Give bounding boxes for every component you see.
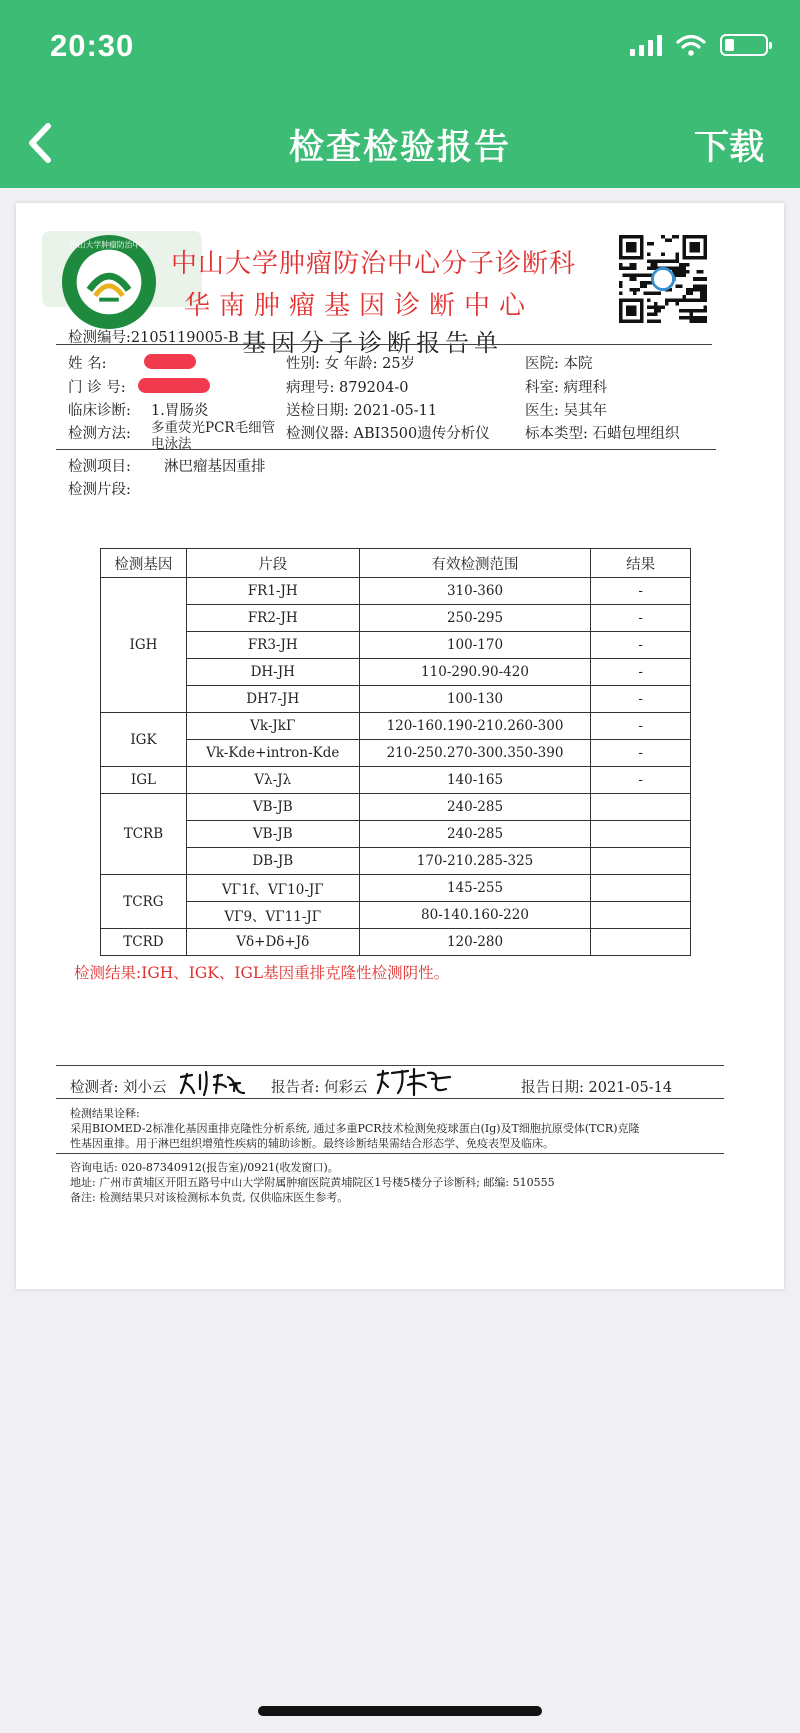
hospital: 医院: 本院 (525, 356, 593, 372)
tester: 检测者: 刘小云 (70, 1080, 167, 1096)
report-date: 报告日期: 2021-05-14 (521, 1080, 673, 1096)
method-value-line2: 电泳法 (151, 436, 192, 452)
range-cell: 120-160.190-210.260-300 (359, 713, 591, 740)
range-cell: 240-285 (359, 821, 591, 848)
pathology-number: 病理号: 879204-0 (286, 380, 409, 396)
table-row (101, 848, 691, 875)
doctor: 医生: 吴其年 (525, 403, 607, 419)
result-cell (591, 794, 691, 821)
range-cell: 310-360 (359, 578, 591, 605)
gene-cell: IGK (101, 713, 187, 767)
status-time: 20:30 (50, 28, 135, 63)
report-title: 基因分子诊断报告单 (242, 329, 503, 357)
table-row (101, 794, 691, 821)
table-header-cell: 有效检测范围 (359, 549, 591, 578)
segment-cell: DH-JH (186, 659, 359, 686)
table-row (101, 767, 691, 794)
hospital-logo (60, 233, 158, 331)
qr-code (619, 235, 707, 323)
result-cell (591, 821, 691, 848)
segment-cell: VΓ9、VΓ11-JΓ (186, 902, 359, 929)
contact-phone: 咨询电话: 020-87340912(报告室)/0921(收发窗口)。 (70, 1161, 339, 1174)
redacted-clinic-no (138, 378, 210, 393)
gender-age: 性别: 女 年龄: 25岁 (286, 356, 416, 372)
department: 科室: 病理科 (525, 380, 607, 396)
gene-cell: TCRG (101, 875, 187, 929)
table-header-cell: 片段 (186, 549, 359, 578)
page-title: 检查检验报告 (288, 128, 511, 168)
range-cell: 250-295 (359, 605, 591, 632)
note-title: 检测结果诠释: (70, 1107, 140, 1120)
range-cell: 210-250.270-300.350-390 (359, 740, 591, 767)
diagnosis-value: 1.胃肠炎 (151, 403, 209, 419)
method-label: 检测方法: (68, 426, 131, 442)
status-icons (630, 34, 768, 56)
result-cell: - (591, 632, 691, 659)
wifi-icon (676, 34, 706, 56)
segment-cell: DB-JB (186, 848, 359, 875)
table-row (101, 632, 691, 659)
battery-fill (725, 39, 734, 51)
result-cell: - (591, 686, 691, 713)
table-row (101, 605, 691, 632)
segment-cell: VB-JB (186, 794, 359, 821)
range-cell: 100-130 (359, 686, 591, 713)
range-cell: 100-170 (359, 632, 591, 659)
result-cell (591, 848, 691, 875)
segment-cell: FR2-JH (186, 605, 359, 632)
segment-cell: VΓ1f、VΓ10-JΓ (186, 875, 359, 902)
segment-cell: Vk-Kde+intron-Kde (186, 740, 359, 767)
name-label: 姓 名: (68, 356, 107, 372)
segment-cell: Vλ-Jλ (186, 767, 359, 794)
table-row (101, 659, 691, 686)
address: 地址: 广州市黄埔区开阳五路号中山大学附属肿瘤医院黄埔院区1号楼5楼分子诊断科; 邮编: 510555 (70, 1176, 555, 1189)
note-line-1: 采用BIOMED-2标准化基因重排克隆性分析系统, 通过多重PCR技术检测免疫球蛋白(Ig)及T细胞抗原受体(TCR)克隆 (70, 1122, 640, 1135)
gene-cell: IGL (101, 767, 187, 794)
battery-icon (720, 34, 768, 56)
table-row (101, 686, 691, 713)
report-document[interactable] (16, 203, 784, 1289)
segment-cell: DH7-JH (186, 686, 359, 713)
range-cell: 110-290.90-420 (359, 659, 591, 686)
result-cell: - (591, 578, 691, 605)
tester-signature (178, 1069, 248, 1099)
status-bar (0, 0, 800, 100)
segment-label: 检测片段: (68, 482, 131, 498)
diagnosis-label: 临床诊断: (68, 403, 131, 419)
range-cell: 170-210.285-325 (359, 848, 591, 875)
table-row (101, 821, 691, 848)
divider (56, 1098, 724, 1099)
segment-cell: FR1-JH (186, 578, 359, 605)
clinic-no-label: 门 诊 号: (68, 380, 126, 396)
table-header-cell: 结果 (591, 549, 691, 578)
test-number: 检测编号:2105119005-B (68, 330, 239, 346)
institution-name: 中山大学肿瘤防治中心分子诊断科 (171, 249, 577, 279)
gene-table (100, 548, 691, 956)
method-value-line1: 多重荧光PCR毛细管 (151, 420, 276, 436)
table-row (101, 929, 691, 956)
table-row (101, 875, 691, 902)
segment-cell: FR3-JH (186, 632, 359, 659)
test-result: 检测结果:IGH、IGK、IGL基因重排克隆性检测阴性。 (74, 964, 450, 982)
result-cell: - (591, 659, 691, 686)
remark: 备注: 检测结果只对该检测标本负责, 仅供临床医生参考。 (70, 1191, 349, 1204)
result-cell: - (591, 740, 691, 767)
range-cell: 120-280 (359, 929, 591, 956)
result-cell (591, 929, 691, 956)
range-cell: 80-140.160-220 (359, 902, 591, 929)
segment-cell: VB-JB (186, 821, 359, 848)
range-cell: 145-255 (359, 875, 591, 902)
divider (56, 449, 716, 450)
segment-cell: Vδ+Dδ+Jδ (186, 929, 359, 956)
table-row (101, 713, 691, 740)
result-cell (591, 875, 691, 902)
logo-text: 中山大学肿瘤防治中心 (69, 240, 149, 250)
divider (56, 1153, 724, 1154)
result-cell: - (591, 713, 691, 740)
range-cell: 240-285 (359, 794, 591, 821)
gene-cell: TCRD (101, 929, 187, 956)
divider (56, 344, 712, 345)
range-cell: 140-165 (359, 767, 591, 794)
table-header-cell: 检测基因 (101, 549, 187, 578)
signal-icon (630, 34, 662, 56)
redacted-name (144, 354, 196, 369)
gene-cell: TCRB (101, 794, 187, 875)
result-cell: - (591, 767, 691, 794)
table-body (101, 578, 691, 956)
send-date: 送检日期: 2021-05-11 (286, 403, 438, 419)
segment-cell: Vk-JkΓ (186, 713, 359, 740)
gene-cell: IGH (101, 578, 187, 713)
project-value: 淋巴瘤基因重排 (164, 459, 266, 475)
table-row (101, 578, 691, 605)
reporter: 报告者: 何彩云 (271, 1080, 368, 1096)
download-button[interactable]: 下载 (693, 128, 764, 168)
nav-bar (0, 100, 800, 188)
reporter-signature (374, 1065, 456, 1099)
table-header-row (101, 549, 691, 578)
table-row (101, 740, 691, 767)
result-cell (591, 902, 691, 929)
specimen-type: 标本类型: 石蜡包埋组织 (525, 426, 680, 442)
home-indicator[interactable] (258, 1706, 542, 1716)
project-label: 检测项目: (68, 459, 131, 475)
result-cell: - (591, 605, 691, 632)
institution-subname: 华南肿瘤基因诊断中心 (184, 291, 535, 321)
instrument: 检测仪器: ABI3500遗传分析仪 (286, 426, 490, 442)
note-line-2: 性基因重排。用于淋巴组织增殖性疾病的辅助诊断。最终诊断结果需结合形态学、免疫表型及临床。 (70, 1137, 554, 1150)
table-row (101, 902, 691, 929)
